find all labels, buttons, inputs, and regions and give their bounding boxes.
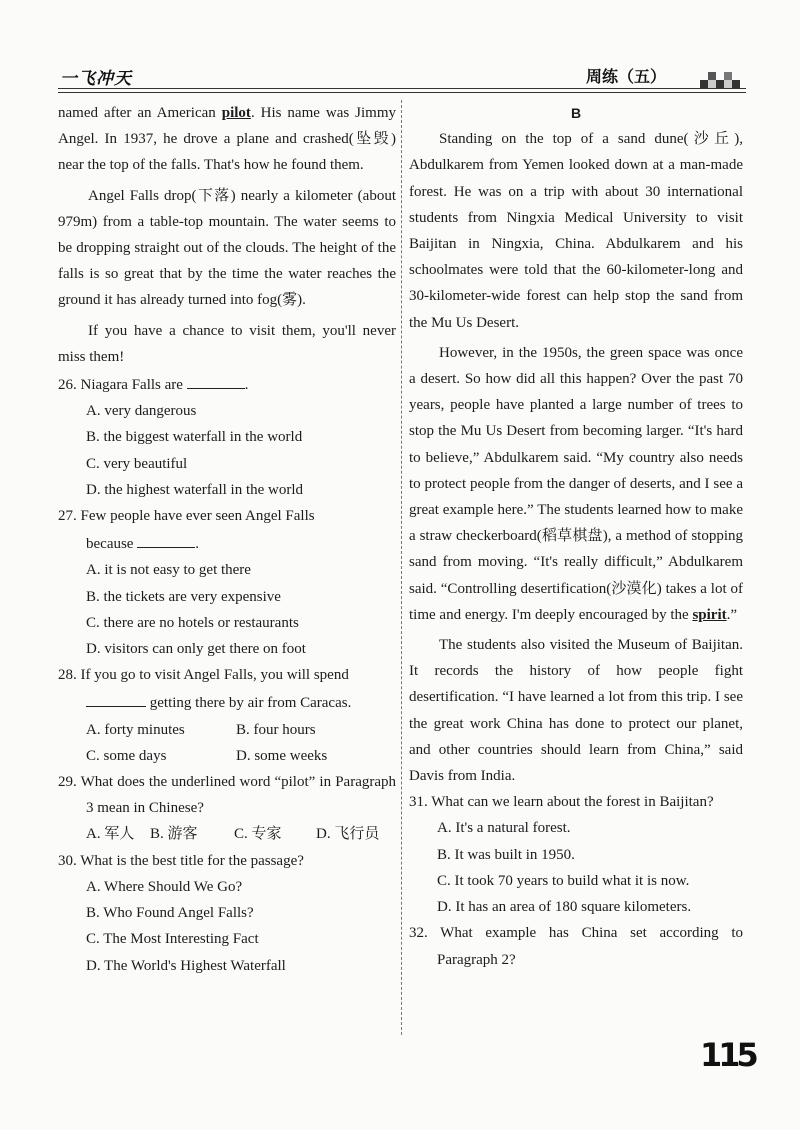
left-column [58,100,396,979]
option-c: C. some days [86,747,167,764]
week-label: 周练（五） [586,67,667,86]
question-stem: 32. What example has China set according to Paragraph 2? [409,925,743,968]
answer-blank [137,529,195,548]
option-b: B. the biggest waterfall in the world [86,429,303,446]
option-a: A. Where Should We Go? [86,878,243,895]
question-stem: 29. What does the underlined word “pilot” in Paragraph 3 mean in Chinese? [58,774,396,817]
question-stem: 31. What can we learn about the forest in Baijitan? [409,794,714,811]
question-26 [58,370,396,503]
option-b: B. Who Found Angel Falls? [86,905,254,922]
option-c: C. very beautiful [86,455,188,472]
question-30 [58,848,396,979]
option-b: B. 游客 [150,826,198,843]
question-stem-cont: getting there by air from Caracas. [58,688,396,716]
question-27 [58,503,396,662]
question-stem: 26. Niagara Falls are . [58,370,396,398]
passage-paragraph: Standing on the top of a sand dune(沙丘), Abdulkarem from Yemen looked down at a man-made forest. He was on a trip with about 30 international students from Ningxia Medical University to visit Baijitan in Ningxia, China. Abdulkarem and his schoolmates were told that the 60-kilometer-long and 30-kilometer-wide forest can help stop the sand from the Mu Us Desert. [409,131,743,331]
brand-title: 一飞冲天 [60,69,132,89]
section-title: B [570,105,582,121]
answer-blank [187,370,245,389]
option-b: B. the tickets are very expensive [86,588,281,605]
option-a: A. forty minutes [86,721,185,738]
page-number: 115 [700,1036,755,1074]
passage-paragraph: The students also visited the Museum of Baijitan. It records the history of how people fight desertification. “I have learned a lot from this trip. I see the great work China has done to protect our planet, and other countries should learn from China,” said Davis from India. [409,637,743,785]
option-b: B. It was built in 1950. [437,846,575,863]
column-divider [401,100,402,1035]
answer-blank [86,688,146,707]
option-a: A. It's a natural forest. [437,820,571,837]
option-a: A. 军人 [86,826,135,843]
passage-paragraph: However, in the 1950s, the green space was once a desert. So how did all this happen? Over the past 70 years, people have planted a large number of trees to stop the Mu Us Desert from becoming larger. “It's hard to believe,” Abdulkarem said. “My country also needs to protect people from the danger of deserts, and I see a great example here.” The students learned how to make a straw checkerboard(稻草棋盘), a method of stopping sand from moving. “It's really difficult,” Abdulkarem said. “Controlling desertification(沙漠化) takes a lot of time and energy. I'm deeply encouraged by the spirit.” [409,344,743,623]
option-d: D. some weeks [236,747,328,764]
question-stem: 30. What is the best title for the passage? [58,852,304,869]
option-a: A. it is not easy to get there [86,562,251,579]
option-d: D. 飞行员 [316,826,380,843]
option-d: D. It has an area of 180 square kilometers. [437,899,692,916]
option-b: B. four hours [236,721,316,738]
page-header [0,0,800,100]
option-a: A. very dangerous [86,403,197,420]
passage-paragraph: named after an American pilot. His name was Jimmy Angel. In 1937, he drove a plane and crashed(坠毁) near the top of the falls. That's how he found them. [58,105,396,174]
option-d: D. visitors can only get there on foot [86,641,306,658]
option-d: D. the highest waterfall in the world [86,481,304,498]
header-rule [58,88,746,89]
question-stem: 27. Few people have ever seen Angel Falls [58,508,315,525]
right-column [409,100,743,973]
underlined-word-pilot: pilot [221,105,251,121]
option-d: D. The World's Highest Waterfall [86,957,286,974]
option-row [58,821,396,847]
underlined-word-spirit: spirit [692,606,727,623]
option-c: C. The Most Interesting Fact [86,931,259,948]
question-32 [409,920,743,972]
option-row [58,743,396,769]
header-rule-thin [58,92,746,93]
option-row [58,717,396,743]
option-c: C. 专家 [234,826,282,843]
question-28 [58,662,396,769]
question-stem: 28. If you go to visit Angel Falls, you will spend [58,667,349,684]
passage-paragraph: If you have a chance to visit them, you'll never miss them! [58,322,396,365]
question-29 [58,769,396,848]
option-c: C. It took 70 years to build what it is now. [437,872,690,889]
option-c: C. there are no hotels or restaurants [86,614,299,631]
passage-paragraph: Angel Falls drop(下落) nearly a kilometer (about 979m) from a table-top mountain. The water seems to be dropping straight out of the clouds. The height of the falls is so great that by the time the water reaches the ground it has already turned into fog(雾). [58,187,396,309]
question-31 [409,789,743,920]
question-stem-cont: because . [58,529,396,557]
